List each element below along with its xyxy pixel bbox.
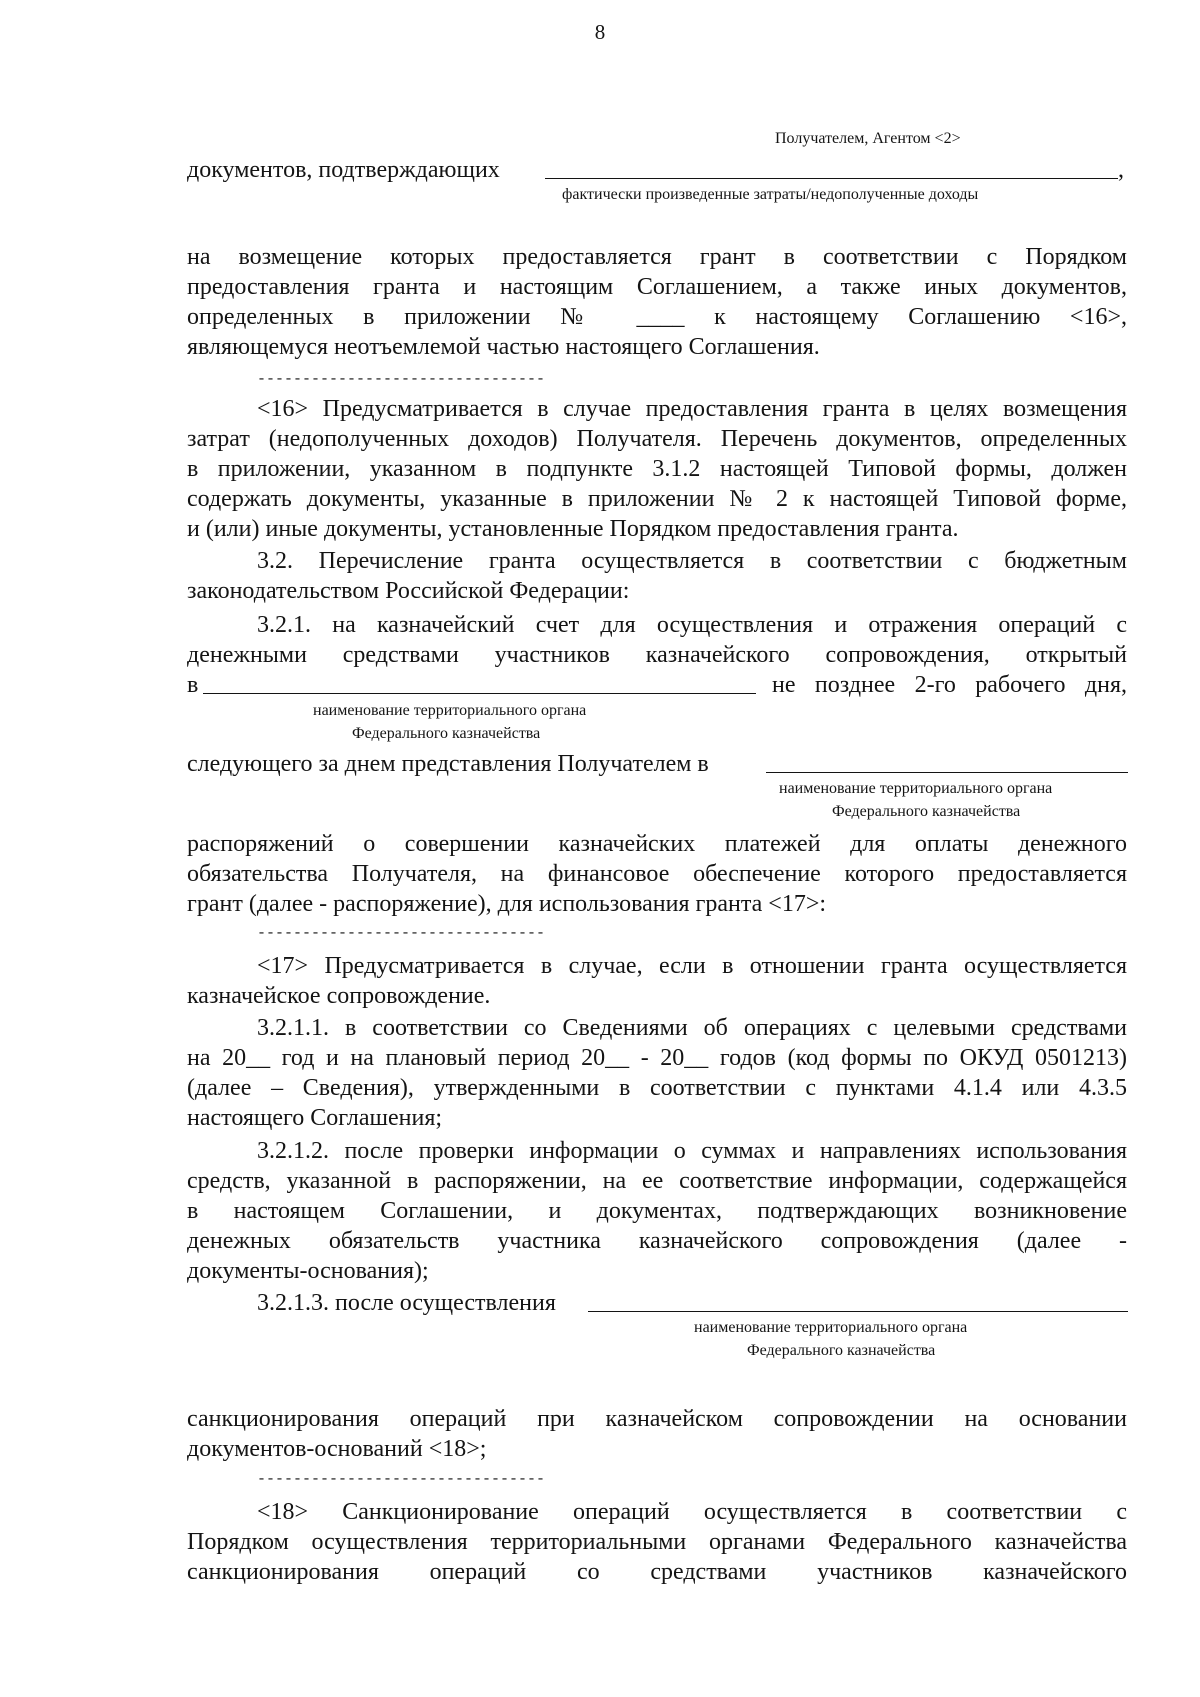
note16-line1: <16> Предусматривается в случае предоставления гранта в целях возмещения	[257, 396, 1127, 422]
p3211-line1: 3.2.1.1. в соответствии со Сведениями об операциях с целевыми средствами	[257, 1015, 1127, 1041]
caption-recipient-agent: Получателем, Агентом <2>	[775, 130, 961, 147]
para1-line3: определенных в приложении № ____ к настоящему Соглашению <16>,	[187, 304, 1127, 330]
p32-line2: законодательством Российской Федерации:	[187, 578, 630, 604]
p3213-rest-line2: документов-оснований <18>;	[187, 1436, 487, 1462]
p321-line2: денежными средствами участников казначейского сопровождения, открытый	[187, 642, 1127, 668]
caption-treasury-3b: Федерального казначейства	[747, 1342, 936, 1359]
p321-rest-line2: обязательства Получателя, на финансовое обеспечение которого предоставляется	[187, 861, 1127, 887]
p3212-line2: средств, указанной в распоряжении, на ее соответствие информации, содержащейся	[187, 1168, 1127, 1194]
p321-line4-text: следующего за днем представления Получателем в	[187, 751, 709, 777]
fill-line-treasury-1	[203, 693, 756, 694]
para1-line4: являющемуся неотъемлемой частью настоящего Соглашения.	[187, 334, 820, 360]
p321-deadline: не позднее 2-го рабочего дня,	[772, 672, 1127, 698]
p3211-line2: на 20__ год и на плановый период 20__ - 20__ годов (код формы по ОКУД 0501213)	[187, 1045, 1127, 1071]
caption-treasury-1a: наименование территориального органа	[313, 702, 587, 719]
footnote-separator-2: --------------------------------	[257, 925, 546, 942]
page-number: 8	[594, 20, 606, 44]
caption-treasury-1b: Федерального казначейства	[352, 725, 541, 742]
footnote-separator-3: --------------------------------	[257, 1471, 546, 1488]
fill-line-treasury-2	[766, 772, 1128, 773]
note16-line4: содержать документы, указанные в приложении № 2 к настоящей Типовой форме,	[187, 486, 1127, 512]
p3212-line4: денежных обязательств участника казначейского сопровождения (далее -	[187, 1228, 1127, 1254]
documents-label: документов, подтверждающих	[187, 157, 500, 183]
note17-line1: <17> Предусматривается в случае, если в отношении гранта осуществляется	[257, 953, 1127, 979]
fill-line-treasury-3	[588, 1311, 1128, 1312]
p3212-line3: в настоящем Соглашении, и документах, подтверждающих возникновение	[187, 1198, 1127, 1224]
caption-treasury-3a: наименование территориального органа	[694, 1319, 968, 1336]
p321-line1: 3.2.1. на казначейский счет для осуществления и отражения операций с	[257, 612, 1127, 638]
p3213-text: 3.2.1.3. после осуществления	[257, 1290, 556, 1316]
note16-line3: в приложении, указанном в подпункте 3.1.2 настоящей Типовой формы, должен	[187, 456, 1127, 482]
note17-line2: казначейское сопровождение.	[187, 983, 491, 1009]
note18-line1: <18> Санкционирование операций осуществляется в соответствии с	[257, 1499, 1127, 1525]
p3213-rest-line1: санкционирования операций при казначейском сопровождении на основании	[187, 1406, 1127, 1432]
note18-line3: санкционирования операций со средствами участников казначейского	[187, 1559, 1127, 1585]
p321-rest-line1: распоряжений о совершении казначейских платежей для оплаты денежного	[187, 831, 1127, 857]
note18-line2: Порядком осуществления территориальными органами Федерального казначейства	[187, 1529, 1127, 1555]
para1-line2: предоставления гранта и настоящим Соглашением, а также иных документов,	[187, 274, 1127, 300]
trailing-comma: ,	[1118, 157, 1124, 183]
p3211-line4: настоящего Соглашения;	[187, 1105, 443, 1131]
p321-prefix: в	[187, 672, 199, 698]
fill-line-costs	[545, 178, 1118, 179]
caption-treasury-2b: Федерального казначейства	[832, 803, 1021, 820]
note16-line5: и (или) иные документы, установленные Порядком предоставления гранта.	[187, 516, 959, 542]
p321-rest-line3: грант (далее - распоряжение), для использования гранта <17>:	[187, 891, 827, 917]
note16-line2: затрат (недополученных доходов) Получателя. Перечень документов, определенных	[187, 426, 1127, 452]
footnote-separator: --------------------------------	[257, 371, 546, 388]
p3212-line1: 3.2.1.2. после проверки информации о суммах и направлениях использования	[257, 1138, 1127, 1164]
p32-line1: 3.2. Перечисление гранта осуществляется в соответствии с бюджетным	[257, 548, 1127, 574]
caption-costs: фактически произведенные затраты/недополученные доходы	[562, 186, 979, 203]
p3211-line3: (далее – Сведения), утвержденными в соответствии с пунктами 4.1.4 или 4.3.5	[187, 1075, 1127, 1101]
para1-line1: на возмещение которых предоставляется грант в соответствии с Порядком	[187, 244, 1127, 270]
p3212-line5: документы-основания);	[187, 1258, 429, 1284]
caption-treasury-2a: наименование территориального органа	[779, 780, 1053, 797]
